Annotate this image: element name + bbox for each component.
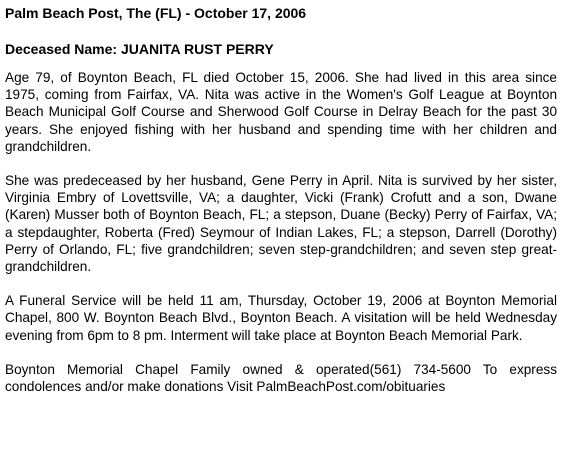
obituary-paragraph-survivors: She was predeceased by her husband, Gene Perry in April. Nita is survived by her sister, Virginia Embry of Lovettsville, VA; a daughter, Vicki (Frank) Crofutt and a son, Dwane (Karen) Musser both of Boynton Beach, FL; a stepson, Duane (Becky) Perry of Fairfax, VA; a stepdaughter, Roberta (Fred) Seymour of Indian Lakes, FL; a stepson, Darrell (Dorothy) Perry of Orlando, FL; five grandchildren; seven step-grandchildren; and seven step great-grandchildren.: [5, 173, 557, 275]
deceased-label: Deceased Name:: [5, 41, 118, 57]
deceased-name: JUANITA RUST PERRY: [120, 41, 274, 57]
obituary-paragraph-biography: Age 79, of Boynton Beach, FL died October 15, 2006. She had lived in this area since 1975, coming from Fairfax, VA. Nita was active in the Women's Golf League at Boynton Beach Municipal Golf Course and Sherwood Golf Course in Delray Beach for the past 30 years. She enjoyed fishing with her husband and spending time with her children and grandchildren.: [5, 70, 557, 154]
deceased-name-line: [5, 40, 575, 58]
obituary-paragraph-services: A Funeral Service will be held 11 am, Thursday, October 19, 2006 at Boynton Memorial Chapel, 800 W. Boynton Beach Blvd., Boynton Beach. A visitation will be held Wednesday evening from 6pm to 8 pm. Interment will take place at Boynton Beach Memorial Park.: [5, 293, 557, 343]
obituary-paragraph-funeral-home: Boynton Memorial Chapel Family owned & operated(561) 734-5600 To express condolences and/or make donations Visit PalmBeachPost.com/obituaries: [5, 361, 557, 395]
publication-header: Palm Beach Post, The (FL) - October 17, 2006: [5, 5, 307, 21]
